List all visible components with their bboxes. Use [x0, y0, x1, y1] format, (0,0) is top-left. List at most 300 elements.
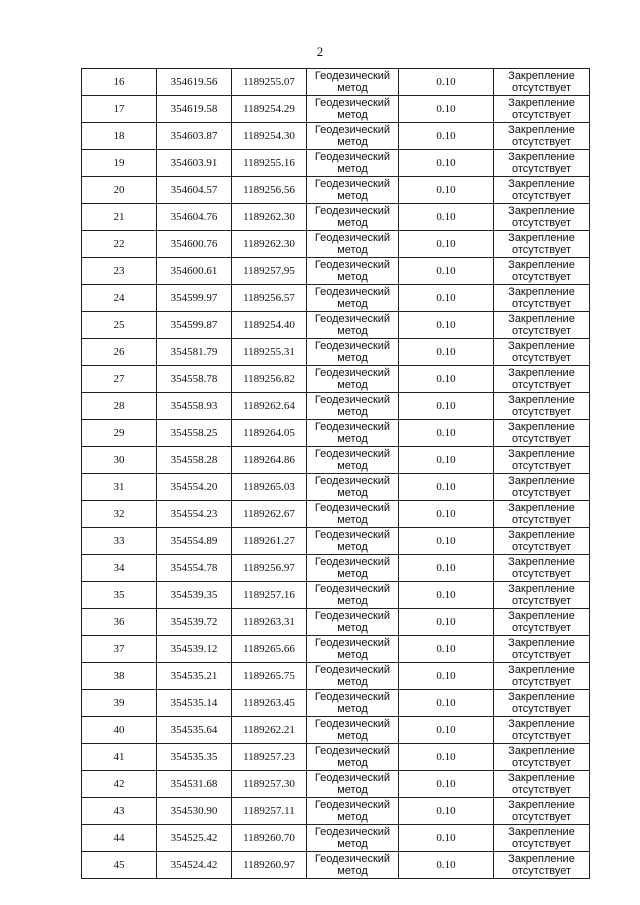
point-number-cell: 36: [82, 609, 157, 636]
method-cell: [307, 690, 399, 717]
y-coordinate-cell: 1189254.29: [232, 96, 307, 123]
accuracy-cell: 0.10: [399, 501, 494, 528]
method-line2: метод: [337, 433, 368, 445]
table-row: [82, 258, 590, 285]
table-row: [82, 231, 590, 258]
x-coordinate-cell: 354603.91: [157, 150, 232, 177]
fix-line1: Закрепление: [508, 826, 575, 838]
method-line1: Геодезический: [314, 664, 391, 676]
table-row: [82, 96, 590, 123]
table-row: [82, 204, 590, 231]
y-coordinate-cell: 1189255.16: [232, 150, 307, 177]
fix-line2: отсутствует: [511, 352, 571, 364]
point-number-cell: 39: [82, 690, 157, 717]
fix-line2: отсутствует: [511, 514, 571, 526]
method-line1: Геодезический: [314, 124, 391, 136]
point-number-cell: 27: [82, 366, 157, 393]
y-coordinate-cell: 1189262.67: [232, 501, 307, 528]
fix-line1: Закрепление: [508, 124, 575, 136]
fix-line2: отсутствует: [511, 676, 571, 688]
table-row: [82, 636, 590, 663]
point-number-cell: 40: [82, 717, 157, 744]
method-cell: [307, 96, 399, 123]
method-line2: метод: [337, 838, 368, 850]
fixation-cell: [494, 447, 590, 474]
fixation-cell: [494, 258, 590, 285]
y-coordinate-cell: 1189256.82: [232, 366, 307, 393]
page-number: 2: [316, 44, 324, 59]
x-coordinate-cell: 354539.35: [157, 582, 232, 609]
y-coordinate-cell: 1189264.86: [232, 447, 307, 474]
fix-line2: отсутствует: [511, 541, 571, 553]
point-number-cell: 38: [82, 663, 157, 690]
table-row: [82, 123, 590, 150]
method-cell: [307, 798, 399, 825]
y-coordinate-cell: 1189257.30: [232, 771, 307, 798]
method-line2: метод: [337, 703, 368, 715]
method-line2: метод: [337, 109, 368, 121]
accuracy-cell: 0.10: [399, 258, 494, 285]
fixation-cell: [494, 96, 590, 123]
table-row: [82, 798, 590, 825]
fix-line1: Закрепление: [508, 529, 575, 541]
y-coordinate-cell: 1189257.23: [232, 744, 307, 771]
accuracy-cell: 0.10: [399, 582, 494, 609]
accuracy-cell: 0.10: [399, 96, 494, 123]
x-coordinate-cell: 354531.68: [157, 771, 232, 798]
method-cell: [307, 582, 399, 609]
fix-line1: Закрепление: [508, 853, 575, 865]
fix-line2: отсутствует: [511, 163, 571, 175]
table-row: [82, 420, 590, 447]
fix-line1: Закрепление: [508, 556, 575, 568]
accuracy-cell: 0.10: [399, 825, 494, 852]
point-number-cell: 31: [82, 474, 157, 501]
y-coordinate-cell: 1189264.05: [232, 420, 307, 447]
method-line1: Геодезический: [314, 313, 391, 325]
method-cell: [307, 528, 399, 555]
fixation-cell: [494, 744, 590, 771]
table-row: [82, 177, 590, 204]
method-line2: метод: [337, 82, 368, 94]
accuracy-cell: 0.10: [399, 744, 494, 771]
point-number-cell: 45: [82, 852, 157, 879]
fixation-cell: [494, 285, 590, 312]
point-number-cell: 26: [82, 339, 157, 366]
y-coordinate-cell: 1189256.57: [232, 285, 307, 312]
method-cell: [307, 852, 399, 879]
method-line1: Геодезический: [314, 583, 391, 595]
fix-line2: отсутствует: [511, 217, 571, 229]
y-coordinate-cell: 1189256.97: [232, 555, 307, 582]
table-row: [82, 717, 590, 744]
point-number-cell: 23: [82, 258, 157, 285]
accuracy-cell: 0.10: [399, 285, 494, 312]
method-line1: Геодезический: [314, 637, 391, 649]
fixation-cell: [494, 582, 590, 609]
method-line1: Геодезический: [314, 826, 391, 838]
fix-line2: отсутствует: [511, 487, 571, 499]
y-coordinate-cell: 1189256.56: [232, 177, 307, 204]
point-number-cell: 17: [82, 96, 157, 123]
fixation-cell: [494, 204, 590, 231]
x-coordinate-cell: 354535.21: [157, 663, 232, 690]
point-number-cell: 29: [82, 420, 157, 447]
x-coordinate-cell: 354539.12: [157, 636, 232, 663]
fix-line1: Закрепление: [508, 799, 575, 811]
fix-line2: отсутствует: [511, 838, 571, 850]
fix-line1: Закрепление: [508, 97, 575, 109]
fix-line1: Закрепление: [508, 367, 575, 379]
accuracy-cell: 0.10: [399, 717, 494, 744]
method-cell: [307, 771, 399, 798]
accuracy-cell: 0.10: [399, 528, 494, 555]
fix-line2: отсутствует: [511, 244, 571, 256]
fixation-cell: [494, 177, 590, 204]
method-line1: Геодезический: [314, 502, 391, 514]
table-row: [82, 150, 590, 177]
accuracy-cell: 0.10: [399, 231, 494, 258]
method-line2: метод: [337, 784, 368, 796]
method-line2: метод: [337, 757, 368, 769]
point-number-cell: 30: [82, 447, 157, 474]
fix-line1: Закрепление: [508, 340, 575, 352]
table-row: [82, 528, 590, 555]
y-coordinate-cell: 1189265.75: [232, 663, 307, 690]
point-number-cell: 35: [82, 582, 157, 609]
x-coordinate-cell: 354600.76: [157, 231, 232, 258]
table-row: [82, 771, 590, 798]
method-cell: [307, 663, 399, 690]
fixation-cell: [494, 825, 590, 852]
y-coordinate-cell: 1189265.66: [232, 636, 307, 663]
table-row: [82, 312, 590, 339]
y-coordinate-cell: 1189263.45: [232, 690, 307, 717]
method-line2: метод: [337, 217, 368, 229]
y-coordinate-cell: 1189255.07: [232, 69, 307, 96]
x-coordinate-cell: 354554.89: [157, 528, 232, 555]
method-line2: метод: [337, 865, 368, 877]
fix-line1: Закрепление: [508, 745, 575, 757]
y-coordinate-cell: 1189262.64: [232, 393, 307, 420]
method-line1: Геодезический: [314, 205, 391, 217]
accuracy-cell: 0.10: [399, 447, 494, 474]
method-cell: [307, 177, 399, 204]
accuracy-cell: 0.10: [399, 204, 494, 231]
fixation-cell: [494, 123, 590, 150]
method-cell: [307, 285, 399, 312]
method-line1: Геодезический: [314, 367, 391, 379]
fixation-cell: [494, 474, 590, 501]
fixation-cell: [494, 420, 590, 447]
table-row: [82, 744, 590, 771]
method-cell: [307, 312, 399, 339]
fix-line1: Закрепление: [508, 259, 575, 271]
fixation-cell: [494, 312, 590, 339]
method-line2: метод: [337, 325, 368, 337]
x-coordinate-cell: 354558.78: [157, 366, 232, 393]
method-line2: метод: [337, 649, 368, 661]
method-cell: [307, 258, 399, 285]
fix-line2: отсутствует: [511, 298, 571, 310]
fix-line2: отсутствует: [511, 325, 571, 337]
x-coordinate-cell: 354554.78: [157, 555, 232, 582]
method-line1: Геодезический: [314, 718, 391, 730]
method-cell: [307, 150, 399, 177]
x-coordinate-cell: 354581.79: [157, 339, 232, 366]
accuracy-cell: 0.10: [399, 312, 494, 339]
method-line2: метод: [337, 676, 368, 688]
point-number-cell: 16: [82, 69, 157, 96]
x-coordinate-cell: 354619.56: [157, 69, 232, 96]
point-number-cell: 43: [82, 798, 157, 825]
y-coordinate-cell: 1189257.95: [232, 258, 307, 285]
table-row: [82, 690, 590, 717]
fixation-cell: [494, 771, 590, 798]
method-line2: метод: [337, 514, 368, 526]
table-row: [82, 393, 590, 420]
accuracy-cell: 0.10: [399, 555, 494, 582]
method-cell: [307, 204, 399, 231]
table-row: [82, 825, 590, 852]
x-coordinate-cell: 354558.28: [157, 447, 232, 474]
fixation-cell: [494, 690, 590, 717]
fixation-cell: [494, 555, 590, 582]
method-line2: метод: [337, 406, 368, 418]
method-cell: [307, 474, 399, 501]
method-line1: Геодезический: [314, 799, 391, 811]
point-number-cell: 19: [82, 150, 157, 177]
x-coordinate-cell: 354535.35: [157, 744, 232, 771]
coordinates-table-body: [82, 69, 590, 879]
method-line2: метод: [337, 487, 368, 499]
accuracy-cell: 0.10: [399, 366, 494, 393]
fix-line2: отсутствует: [511, 406, 571, 418]
method-line1: Геодезический: [314, 610, 391, 622]
fixation-cell: [494, 69, 590, 96]
x-coordinate-cell: 354600.61: [157, 258, 232, 285]
accuracy-cell: 0.10: [399, 123, 494, 150]
accuracy-cell: 0.10: [399, 636, 494, 663]
method-line1: Геодезический: [314, 529, 391, 541]
method-cell: [307, 636, 399, 663]
fix-line2: отсутствует: [511, 460, 571, 472]
method-line1: Геодезический: [314, 70, 391, 82]
fix-line1: Закрепление: [508, 637, 575, 649]
x-coordinate-cell: 354535.64: [157, 717, 232, 744]
x-coordinate-cell: 354604.76: [157, 204, 232, 231]
fix-line2: отсутствует: [511, 757, 571, 769]
y-coordinate-cell: 1189254.30: [232, 123, 307, 150]
method-cell: [307, 744, 399, 771]
method-cell: [307, 231, 399, 258]
y-coordinate-cell: 1189262.30: [232, 204, 307, 231]
fixation-cell: [494, 501, 590, 528]
x-coordinate-cell: 354599.87: [157, 312, 232, 339]
y-coordinate-cell: 1189262.30: [232, 231, 307, 258]
y-coordinate-cell: 1189254.40: [232, 312, 307, 339]
fix-line2: отсутствует: [511, 649, 571, 661]
x-coordinate-cell: 354619.58: [157, 96, 232, 123]
y-coordinate-cell: 1189255.31: [232, 339, 307, 366]
method-line2: метод: [337, 271, 368, 283]
method-line2: метод: [337, 298, 368, 310]
accuracy-cell: 0.10: [399, 690, 494, 717]
method-line1: Геодезический: [314, 259, 391, 271]
fix-line1: Закрепление: [508, 286, 575, 298]
fix-line1: Закрепление: [508, 664, 575, 676]
fix-line2: отсутствует: [511, 82, 571, 94]
fixation-cell: [494, 798, 590, 825]
method-line1: Геодезический: [314, 421, 391, 433]
point-number-cell: 18: [82, 123, 157, 150]
method-line1: Геодезический: [314, 475, 391, 487]
method-cell: [307, 366, 399, 393]
table-row: [82, 663, 590, 690]
accuracy-cell: 0.10: [399, 798, 494, 825]
method-cell: [307, 339, 399, 366]
fix-line1: Закрепление: [508, 232, 575, 244]
fixation-cell: [494, 366, 590, 393]
x-coordinate-cell: 354558.25: [157, 420, 232, 447]
fix-line1: Закрепление: [508, 394, 575, 406]
point-number-cell: 44: [82, 825, 157, 852]
fix-line1: Закрепление: [508, 448, 575, 460]
method-line1: Геодезический: [314, 97, 391, 109]
table-row: [82, 69, 590, 96]
fix-line1: Закрепление: [508, 421, 575, 433]
fix-line2: отсутствует: [511, 622, 571, 634]
fix-line1: Закрепление: [508, 205, 575, 217]
method-line2: метод: [337, 460, 368, 472]
point-number-cell: 33: [82, 528, 157, 555]
point-number-cell: 20: [82, 177, 157, 204]
fix-line2: отсутствует: [511, 271, 571, 283]
method-line2: метод: [337, 541, 368, 553]
accuracy-cell: 0.10: [399, 150, 494, 177]
method-cell: [307, 393, 399, 420]
method-cell: [307, 447, 399, 474]
table-row: [82, 447, 590, 474]
method-line1: Геодезический: [314, 772, 391, 784]
fixation-cell: [494, 717, 590, 744]
x-coordinate-cell: 354599.97: [157, 285, 232, 312]
fix-line2: отсутствует: [511, 595, 571, 607]
accuracy-cell: 0.10: [399, 609, 494, 636]
method-line1: Геодезический: [314, 232, 391, 244]
x-coordinate-cell: 354525.42: [157, 825, 232, 852]
fixation-cell: [494, 150, 590, 177]
fixation-cell: [494, 609, 590, 636]
fix-line2: отсутствует: [511, 811, 571, 823]
x-coordinate-cell: 354539.72: [157, 609, 232, 636]
table-row: [82, 366, 590, 393]
fix-line2: отсутствует: [511, 136, 571, 148]
fix-line2: отсутствует: [511, 109, 571, 121]
fix-line2: отсутствует: [511, 730, 571, 742]
y-coordinate-cell: 1189257.11: [232, 798, 307, 825]
fix-line2: отсутствует: [511, 865, 571, 877]
x-coordinate-cell: 354535.14: [157, 690, 232, 717]
point-number-cell: 34: [82, 555, 157, 582]
fix-line1: Закрепление: [508, 691, 575, 703]
fix-line1: Закрепление: [508, 718, 575, 730]
accuracy-cell: 0.10: [399, 69, 494, 96]
method-cell: [307, 555, 399, 582]
method-line1: Геодезический: [314, 691, 391, 703]
table-row: [82, 555, 590, 582]
fix-line1: Закрепление: [508, 313, 575, 325]
fixation-cell: [494, 393, 590, 420]
point-number-cell: 24: [82, 285, 157, 312]
fix-line2: отсутствует: [511, 190, 571, 202]
method-cell: [307, 717, 399, 744]
method-line1: Геодезический: [314, 448, 391, 460]
method-line2: метод: [337, 136, 368, 148]
method-line2: метод: [337, 190, 368, 202]
fix-line1: Закрепление: [508, 70, 575, 82]
fix-line1: Закрепление: [508, 475, 575, 487]
method-cell: [307, 825, 399, 852]
accuracy-cell: 0.10: [399, 177, 494, 204]
fix-line1: Закрепление: [508, 610, 575, 622]
point-number-cell: 41: [82, 744, 157, 771]
y-coordinate-cell: 1189261.27: [232, 528, 307, 555]
x-coordinate-cell: 354554.23: [157, 501, 232, 528]
method-line1: Геодезический: [314, 745, 391, 757]
method-line2: метод: [337, 811, 368, 823]
method-line1: Геодезический: [314, 853, 391, 865]
accuracy-cell: 0.10: [399, 420, 494, 447]
table-row: [82, 339, 590, 366]
y-coordinate-cell: 1189257.16: [232, 582, 307, 609]
method-line1: Геодезический: [314, 556, 391, 568]
table-row: [82, 285, 590, 312]
method-line1: Геодезический: [314, 340, 391, 352]
point-number-cell: 37: [82, 636, 157, 663]
accuracy-cell: 0.10: [399, 852, 494, 879]
y-coordinate-cell: 1189260.97: [232, 852, 307, 879]
x-coordinate-cell: 354554.20: [157, 474, 232, 501]
fix-line1: Закрепление: [508, 583, 575, 595]
point-number-cell: 22: [82, 231, 157, 258]
accuracy-cell: 0.10: [399, 339, 494, 366]
method-line2: метод: [337, 568, 368, 580]
method-line2: метод: [337, 379, 368, 391]
fixation-cell: [494, 636, 590, 663]
fixation-cell: [494, 663, 590, 690]
y-coordinate-cell: 1189263.31: [232, 609, 307, 636]
accuracy-cell: 0.10: [399, 393, 494, 420]
method-cell: [307, 501, 399, 528]
x-coordinate-cell: 354558.93: [157, 393, 232, 420]
method-cell: [307, 69, 399, 96]
point-number-cell: 42: [82, 771, 157, 798]
fix-line1: Закрепление: [508, 502, 575, 514]
accuracy-cell: 0.10: [399, 474, 494, 501]
y-coordinate-cell: 1189262.21: [232, 717, 307, 744]
table-row: [82, 501, 590, 528]
fix-line2: отсутствует: [511, 379, 571, 391]
method-line1: Геодезический: [314, 286, 391, 298]
method-cell: [307, 609, 399, 636]
method-line1: Геодезический: [314, 151, 391, 163]
table-row: [82, 609, 590, 636]
fix-line2: отсутствует: [511, 433, 571, 445]
point-number-cell: 28: [82, 393, 157, 420]
method-line1: Геодезический: [314, 178, 391, 190]
coordinates-table: [81, 68, 590, 879]
